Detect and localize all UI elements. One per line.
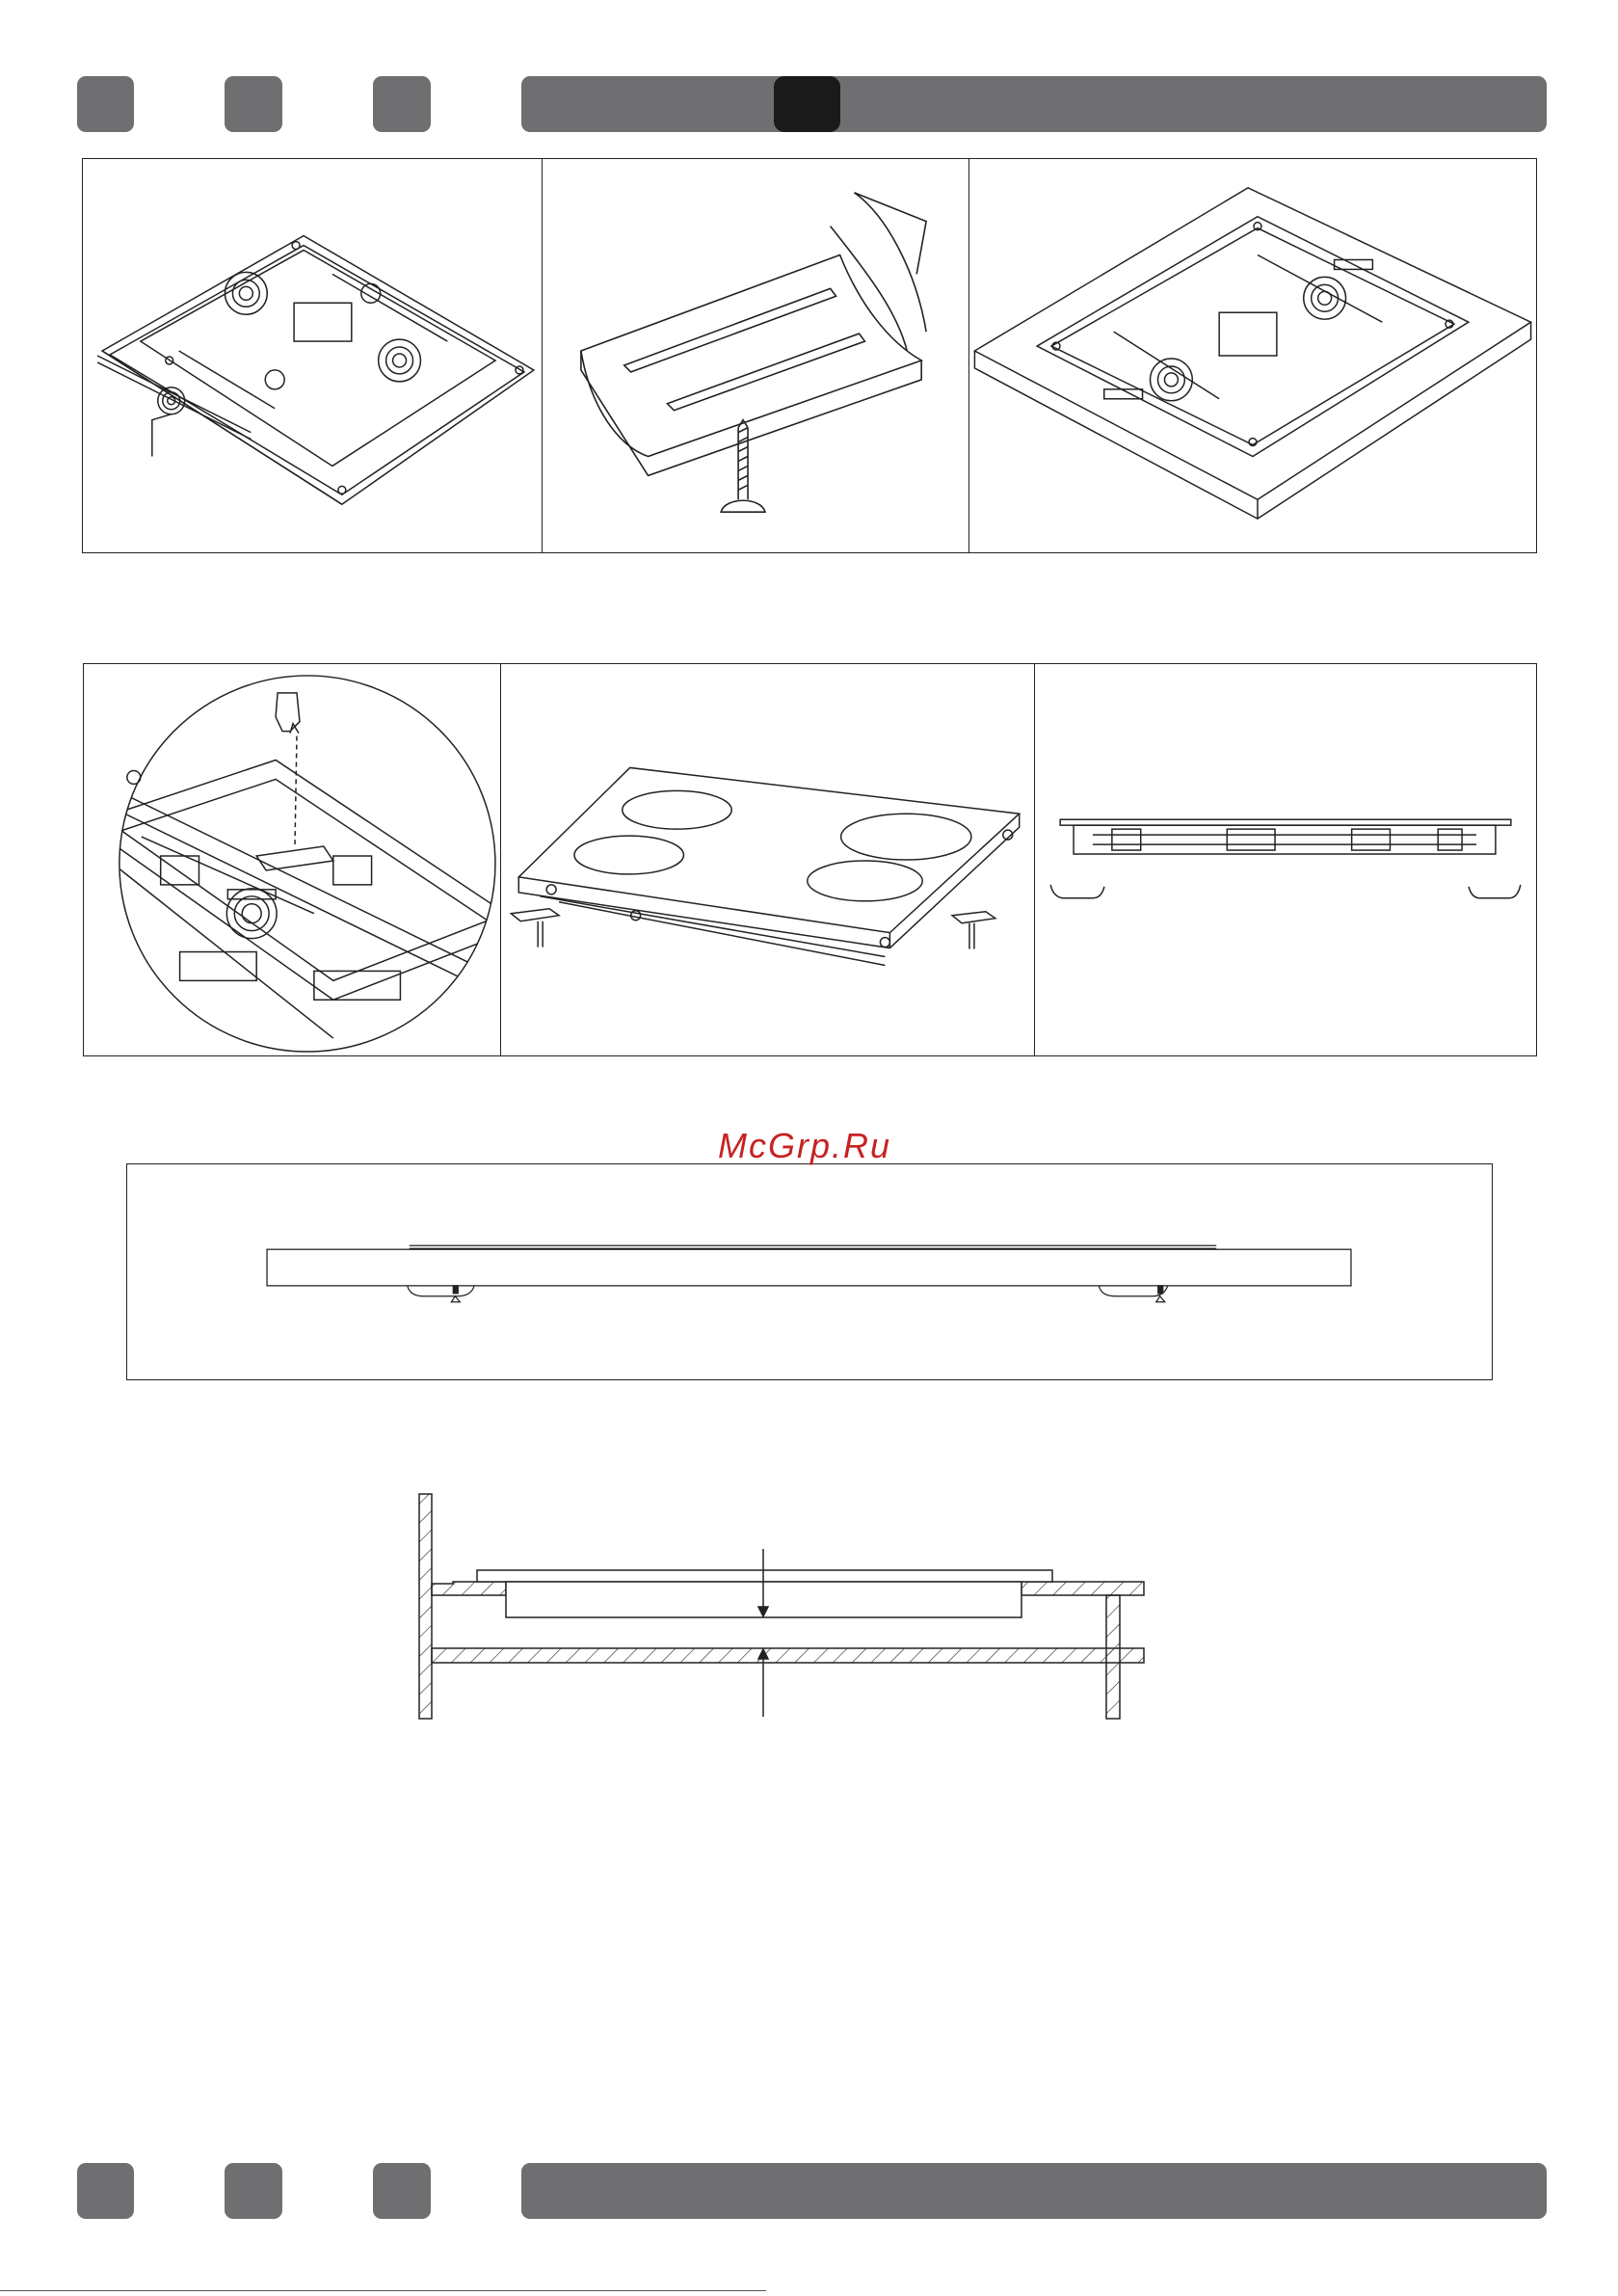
figure-hob-side-view [1034, 663, 1537, 1056]
header-tab-3 [373, 76, 431, 132]
hob-underside-with-seal-tape-icon [83, 159, 542, 552]
header-section-marker [774, 76, 840, 132]
footer-bar [521, 2163, 1547, 2219]
watermark-text: McGrp.Ru [718, 1126, 892, 1165]
header-tab-1 [77, 76, 134, 132]
header-tab-2 [225, 76, 282, 132]
hob-in-countertop-underside-icon [969, 159, 1536, 552]
header-bar [521, 76, 1547, 132]
figure-hob-underside-seal [82, 158, 543, 553]
cutout-cross-section-icon [414, 1489, 1156, 1725]
hob-side-view-icon [1035, 664, 1536, 1055]
footer-tab-3 [373, 2163, 431, 2219]
footer-tab-1 [77, 2163, 134, 2219]
figure-cutout-cross-section [414, 1489, 1156, 1725]
figure-bracket-screw [542, 158, 969, 553]
bracket-fixing-detail-icon [84, 664, 500, 1055]
bottom-rule [0, 2290, 766, 2291]
countertop-section-with-brackets-icon [127, 1164, 1492, 1379]
figure-countertop-section [126, 1163, 1493, 1380]
figure-bracket-fixing-detail [83, 663, 501, 1056]
hob-with-brackets-perspective-icon [501, 664, 1034, 1055]
footer-tab-2 [225, 2163, 282, 2219]
figure-hob-brackets-perspective [500, 663, 1035, 1056]
figure-hob-in-countertop [968, 158, 1537, 553]
mounting-bracket-and-screw-icon [543, 159, 968, 552]
